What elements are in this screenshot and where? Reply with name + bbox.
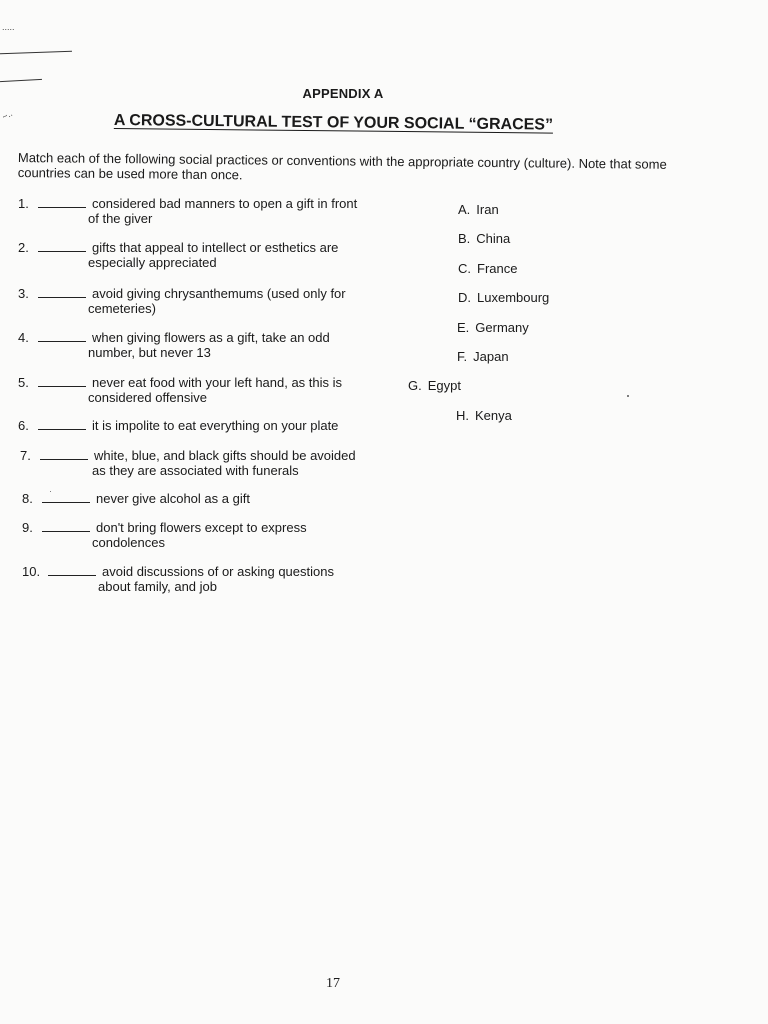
scan-artifact: ..... (2, 22, 15, 32)
question-text: when giving flowers as a gift, take an odd (92, 330, 330, 345)
question-number: 6. (18, 418, 29, 433)
scan-artifact-line (0, 79, 42, 82)
question-number: 7. (20, 448, 31, 463)
option-country: China (476, 231, 511, 246)
answer-blank[interactable] (38, 288, 86, 298)
question-number: 3. (18, 286, 29, 301)
option-item (457, 349, 509, 364)
question-item (22, 491, 250, 506)
option-item (458, 202, 499, 217)
option-country: Egypt (427, 378, 461, 393)
answer-blank[interactable] (38, 420, 86, 430)
scan-speck (50, 491, 51, 492)
question-number: 4. (18, 330, 29, 345)
question-text-continued: especially appreciated (88, 255, 217, 270)
question-number: 5. (18, 375, 29, 390)
option-country: Kenya (475, 408, 512, 423)
question-text: avoid giving chrysanthemums (used only for (92, 286, 346, 301)
option-country: Luxembourg (477, 290, 550, 305)
question-text: avoid discussions of or asking questions (102, 564, 334, 579)
question-item (22, 520, 307, 550)
answer-blank[interactable] (38, 198, 86, 208)
option-item (458, 231, 510, 246)
scan-artifact: ~.. (0, 108, 15, 122)
answer-blank[interactable] (38, 332, 86, 342)
option-item (457, 320, 529, 335)
question-text: white, blue, and black gifts should be avoided (94, 448, 356, 463)
question-item (18, 375, 342, 405)
question-number: 1. (18, 196, 29, 211)
option-country: Iran (476, 202, 499, 217)
question-text-continued: considered offensive (88, 390, 208, 405)
instructions-text: Match each of the following social practices or conventions with the appropriate country (culture). Note that some countries can be used more than once. (17, 150, 667, 183)
appendix-heading: APPENDIX A (302, 86, 384, 101)
question-item (18, 240, 338, 270)
question-number: 10. (22, 564, 41, 579)
option-item (408, 378, 461, 393)
answer-blank[interactable] (42, 522, 90, 532)
question-text-continued: cemeteries) (88, 301, 156, 316)
page-number: 17 (326, 976, 340, 991)
answer-blank[interactable] (42, 493, 90, 503)
option-letter: G. (408, 378, 422, 393)
option-letter: A. (458, 202, 471, 217)
option-country: Japan (473, 349, 509, 364)
option-letter: D. (458, 290, 471, 305)
option-letter: E. (457, 320, 470, 335)
option-country: France (477, 261, 518, 276)
option-letter: F. (457, 349, 468, 364)
scan-artifact-line (0, 51, 72, 55)
question-item (18, 196, 357, 226)
question-text-continued: as they are associated with funerals (92, 463, 299, 478)
scan-speck (627, 395, 629, 397)
option-item (458, 290, 549, 305)
question-item (18, 286, 346, 316)
question-item (20, 448, 356, 478)
answer-blank[interactable] (38, 377, 86, 387)
answer-blank[interactable] (48, 566, 96, 576)
question-text: it is impolite to eat everything on your plate (92, 418, 339, 433)
option-item (456, 408, 512, 423)
option-letter: B. (458, 231, 471, 246)
option-item (458, 261, 517, 276)
question-text-continued: number, but never 13 (88, 345, 211, 360)
question-item (18, 330, 330, 360)
question-text: don't bring flowers except to express (96, 520, 307, 535)
option-country: Germany (475, 320, 529, 335)
question-text: never give alcohol as a gift (96, 491, 250, 506)
answer-blank[interactable] (38, 242, 86, 252)
option-letter: H. (456, 408, 469, 423)
question-number: 9. (22, 520, 33, 535)
question-text: gifts that appeal to intellect or esthetics are (92, 240, 339, 255)
question-item (18, 418, 338, 433)
page-title: A CROSS-CULTURAL TEST OF YOUR SOCIAL “GRACES” (113, 112, 554, 134)
question-text-continued: of the giver (88, 211, 153, 226)
question-number: 2. (18, 240, 29, 255)
question-text: considered bad manners to open a gift in front (92, 196, 358, 211)
option-letter: C. (458, 261, 471, 276)
question-text: never eat food with your left hand, as this is (92, 375, 343, 390)
question-item (22, 564, 334, 594)
question-text-continued: about family, and job (98, 579, 217, 594)
answer-blank[interactable] (40, 450, 88, 460)
question-text-continued: condolences (92, 535, 165, 550)
question-number: 8. (22, 491, 33, 506)
